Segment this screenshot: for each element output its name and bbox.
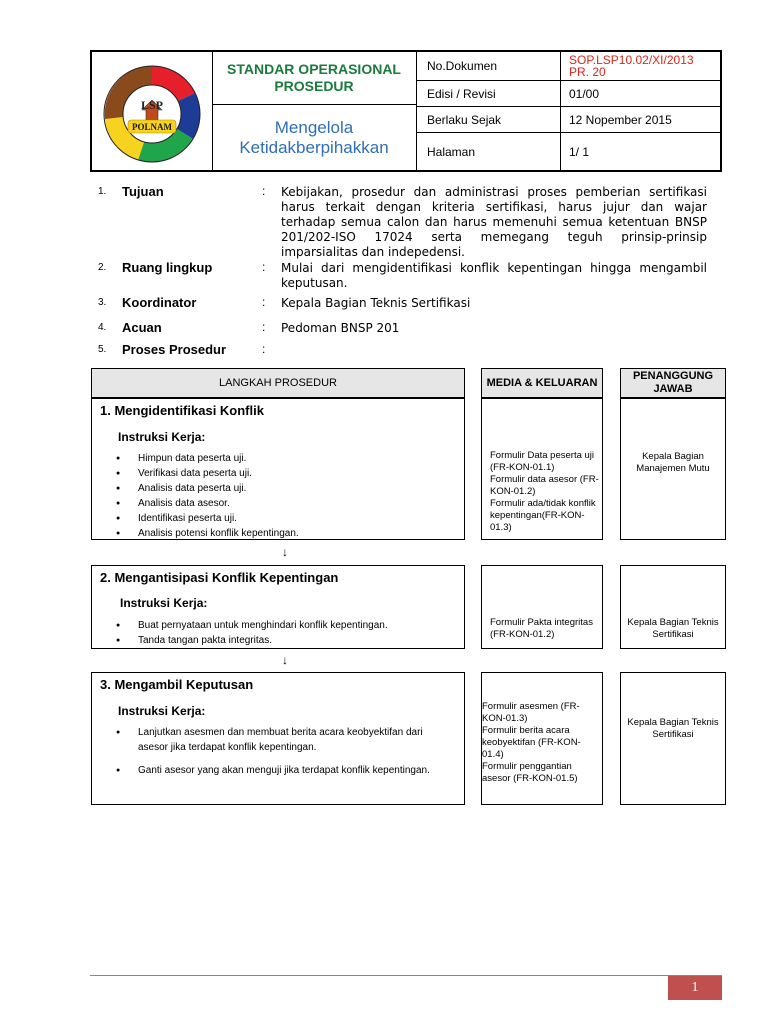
step-1-title: 1. Mengidentifikasi Konflik	[100, 403, 264, 418]
footer-divider	[90, 975, 722, 976]
sop-title	[212, 52, 417, 105]
header-langkah-label: LANGKAH PROSEDUR	[219, 377, 337, 389]
info-value-koordinator: Kepala Bagian Teknis Sertifikasi	[281, 296, 471, 310]
meta-key: Berlaku Sejak	[427, 112, 502, 127]
down-arrow-icon: ↓	[282, 545, 288, 559]
step-3-instruksi-label: Instruksi Kerja:	[118, 704, 206, 718]
page-number: 1	[691, 980, 699, 995]
doc-number-line1: SOP.LSP10.02/XI/2013	[569, 53, 694, 67]
meta-value-doc-number	[560, 52, 694, 80]
step-3-box	[91, 672, 465, 805]
document-title-line2: Ketidakberpihakkan	[239, 137, 389, 157]
info-value-acuan: Pedoman BNSP 201	[281, 321, 400, 335]
step-2-instruksi-label: Instruksi Kerja:	[120, 596, 208, 610]
list-item: ● Analisis data asesor.	[114, 496, 454, 511]
info-key-tujuan: Tujuan	[122, 184, 164, 199]
meta-row-no-dokumen	[417, 52, 720, 81]
edisi-value: 01/00	[569, 86, 600, 101]
step-3-bullets	[114, 725, 444, 778]
header-media-label: MEDIA & KELUARAN	[486, 377, 598, 389]
step-2-pj-text	[621, 617, 725, 641]
doc-number-line2: PR. 20	[569, 65, 606, 79]
meta-row-edisi	[417, 81, 720, 107]
sop-title-line2: PROSEDUR	[274, 78, 354, 94]
media-line: keobyektifan (FR-KON-	[482, 737, 581, 748]
step-1-media-text	[490, 450, 599, 534]
media-line: Formulir ada/tidak konflik	[490, 498, 596, 509]
info-num: 1.	[98, 186, 107, 197]
list-item: ● Analisis potensi konflik kepentingan.	[114, 526, 454, 541]
list-item: ● Identifikasi peserta uji.	[114, 511, 454, 526]
page-number-badge	[668, 976, 722, 1000]
media-line: KON-01.3)	[482, 713, 528, 724]
sop-title-line1: STANDAR OPERASIONAL	[227, 61, 401, 77]
header-media-keluaran	[481, 368, 603, 398]
info-key-acuan: Acuan	[122, 320, 162, 335]
header-pj-line2: JAWAB	[653, 383, 693, 395]
pj-line: Kepala Bagian Teknis	[627, 617, 719, 628]
info-num: 4.	[98, 322, 107, 333]
media-line: Formulir berita acara	[482, 725, 570, 736]
down-arrow-icon: ↓	[282, 653, 288, 667]
media-line: kepentingan(FR-KON-	[490, 510, 585, 521]
pj-line: Kepala Bagian	[642, 451, 704, 462]
step-3-title: 3. Mengambil Keputusan	[100, 677, 254, 692]
info-key-koordinator: Koordinator	[122, 295, 197, 310]
step-2-media-box	[481, 565, 603, 649]
info-num: 5.	[98, 344, 107, 355]
list-item: ● Himpun data peserta uji.	[114, 451, 454, 466]
info-value-ruang-lingkup: Mulai dari mengidentifikasi konflik kepentingan hingga mengambil keputusan.	[281, 261, 707, 290]
step-3-media-text	[482, 701, 581, 785]
info-key-proses-prosedur: Proses Prosedur	[122, 342, 227, 357]
logo-text-polnam: POLNAM	[132, 122, 172, 132]
meta-value	[560, 81, 599, 106]
media-line: (FR-KON-01.2)	[490, 629, 555, 640]
logo-text-lsp: LSP	[140, 98, 164, 112]
pj-line: Sertifikasi	[652, 629, 694, 640]
info-num: 2.	[98, 262, 107, 273]
media-line: Formulir Data peserta uji	[490, 450, 595, 461]
step-1-instruksi-label: Instruksi Kerja:	[118, 430, 206, 444]
media-line: 01.3)	[490, 522, 512, 533]
berlaku-value: 12 Nopember 2015	[569, 112, 672, 127]
meta-value	[560, 133, 589, 170]
media-line: 01.4)	[482, 749, 504, 760]
list-item: ● Analisis data peserta uji.	[114, 481, 454, 496]
pj-line: Manajemen Mutu	[636, 463, 710, 474]
pj-line: Kepala Bagian Teknis	[627, 717, 719, 728]
info-key-ruang-lingkup: Ruang lingkup	[122, 260, 213, 275]
document-header	[90, 50, 722, 172]
step-1-media-box	[481, 398, 603, 540]
meta-key: Halaman	[427, 144, 476, 159]
header-penanggung-jawab	[620, 368, 726, 398]
info-value-tujuan: Kebijakan, prosedur dan administrasi proses pemberian sertifikasi harus terkait dengan kriteria sertifikasi, harus jujur dan wajar terhadap semua calon dan harus memenuhi semua ketentuan BNSP 201/202-ISO 17024 serta memegang teguh prinsip-prinsip imparsialitas dan indepedensi.	[281, 185, 707, 259]
media-line: (FR-KON-01.1)	[490, 462, 555, 473]
pj-line: Sertifikasi	[652, 729, 694, 740]
meta-key: No.Dokumen	[427, 59, 498, 73]
info-num: 3.	[98, 297, 107, 308]
meta-key: Edisi / Revisi	[427, 86, 496, 101]
step-2-box	[91, 565, 465, 649]
meta-row-halaman	[417, 133, 720, 170]
step-3-pj-box	[620, 672, 726, 805]
media-line: KON-01.2)	[490, 486, 536, 497]
header-pj-line1: PENANGGUNG	[632, 370, 714, 382]
lsp-polnam-logo	[92, 52, 212, 170]
media-line: Formulir asesmen (FR-	[482, 701, 580, 712]
media-line: Formulir data asesor (FR-	[490, 474, 599, 485]
document-title-line1: Mengelola	[274, 117, 354, 137]
list-item: ● Lanjutkan asesmen dan membuat berita acara keobyektifan dari asesor jika terdapat konflik kepentingan.	[114, 725, 444, 755]
media-line: Formulir Pakta integritas	[490, 617, 593, 628]
step-1-bullets	[114, 451, 454, 541]
step-3-pj-text	[621, 717, 725, 741]
list-item: ● Tanda tangan pakta integritas.	[114, 633, 454, 648]
meta-value	[560, 107, 672, 132]
step-2-title: 2. Mengantisipasi Konflik Kepentingan	[100, 570, 339, 585]
step-2-bullets	[114, 618, 454, 648]
info-colon: :	[262, 295, 266, 309]
meta-row-berlaku	[417, 107, 720, 133]
info-colon: :	[262, 184, 266, 198]
info-colon: :	[262, 342, 266, 356]
info-colon: :	[262, 320, 266, 334]
step-2-pj-box	[620, 565, 726, 649]
list-item: ● Verifikasi data peserta uji.	[114, 466, 454, 481]
list-item: ● Ganti asesor yang akan menguji jika terdapat konflik kepentingan.	[114, 763, 444, 778]
step-3-media-box	[481, 672, 603, 805]
list-item: ● Buat pernyataan untuk menghindari konflik kepentingan.	[114, 618, 454, 633]
media-line: asesor (FR-KON-01.5)	[482, 773, 578, 784]
media-line: Formulir penggantian	[482, 761, 572, 772]
step-1-pj-box	[620, 398, 726, 540]
document-title	[212, 105, 417, 170]
step-1-pj-text	[621, 451, 725, 475]
halaman-value: 1/ 1	[569, 144, 590, 159]
header-langkah-prosedur	[91, 368, 465, 398]
info-colon: :	[262, 260, 266, 274]
logo-cell	[92, 52, 213, 170]
step-1-box	[91, 398, 465, 540]
step-2-media-text	[490, 617, 593, 641]
